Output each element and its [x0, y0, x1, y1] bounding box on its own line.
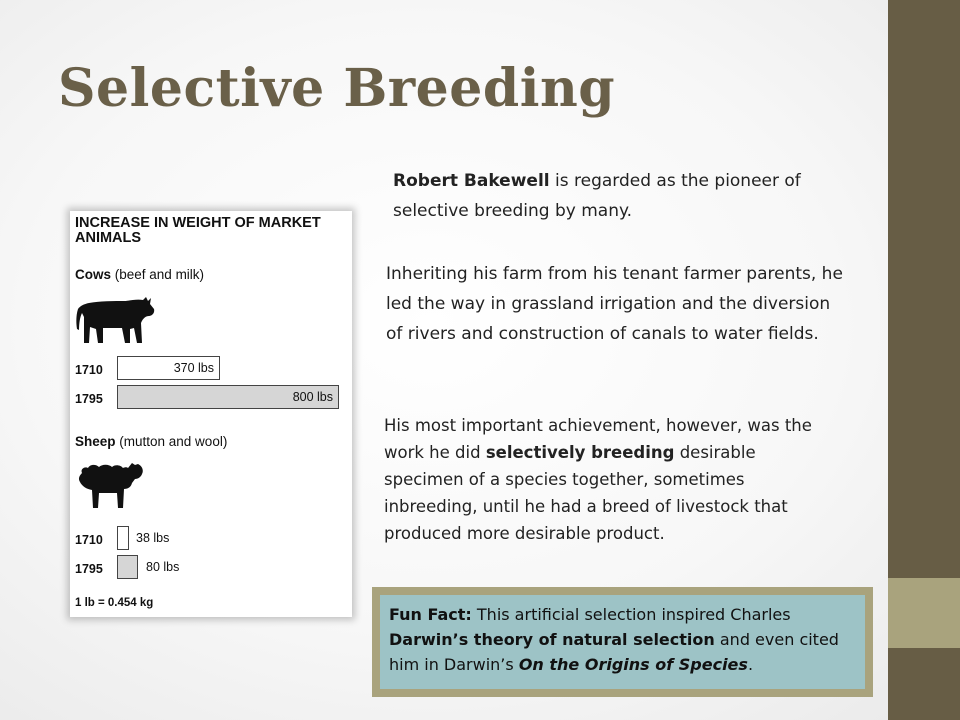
sheep-value-1710: 38 lbs — [136, 531, 170, 545]
conversion-note: 1 lb = 0.454 kg — [75, 597, 154, 609]
sheep-value-1795: 80 lbs — [146, 560, 180, 574]
paragraph-bakewell-intro — [393, 166, 853, 226]
paragraph-farm-history: Inheriting his farm from his tenant farmer parents, he led the way in grassland irrigation and the diversion of rivers and construction of canals to water fields. — [386, 264, 843, 344]
paragraph3-bold: selectively breeding — [485, 443, 675, 462]
cows-year-1710: 1710 — [75, 363, 103, 377]
sheep-sublabel: (mutton and wool) — [115, 434, 228, 449]
sheep-silhouette-icon — [76, 457, 146, 515]
cows-heading — [75, 267, 204, 282]
sheep-year-1710: 1710 — [75, 533, 103, 547]
sheep-heading — [75, 434, 227, 449]
paragraph3-after: desirable specimen of a species together, sometimes inbreeding, until he had a breed of livestock that produced more desirable product. — [384, 443, 788, 543]
slide-title: Selective Breeding — [58, 58, 616, 119]
fun-fact-label: Fun Fact: — [389, 605, 472, 624]
fun-fact-text4: . — [747, 655, 754, 674]
fun-fact-theory: Darwin’s theory of natural selection — [389, 630, 715, 649]
fun-fact-text3: and even cited him in Darwin’s — [389, 630, 839, 674]
sheep-year-1795: 1795 — [75, 562, 103, 576]
fun-fact-box — [372, 587, 873, 697]
fun-fact-text — [380, 595, 865, 689]
paragraph1-rest: is regarded as the pioneer of selective breeding by many. — [393, 171, 801, 221]
sheep-bar-1710 — [117, 526, 129, 550]
bakewell-name: Robert Bakewell — [393, 171, 550, 191]
sidebar-block-middle — [888, 578, 960, 648]
cows-sublabel: (beef and milk) — [111, 267, 205, 282]
cows-year-1795: 1795 — [75, 392, 103, 406]
weight-increase-figure — [70, 211, 352, 617]
figure-title: INCREASE IN WEIGHT OF MARKET ANIMALS — [75, 215, 321, 246]
cows-bar-1795: 800 lbs — [117, 385, 339, 409]
fun-fact-text1: This artificial selection inspired Charles — [471, 605, 791, 624]
sheep-bar-1795 — [117, 555, 138, 579]
sidebar-decoration — [888, 0, 960, 720]
sidebar-block-bottom — [888, 648, 960, 720]
fun-fact-book-title: On the Origins of Species — [518, 655, 748, 674]
cows-label: Cows — [75, 267, 112, 282]
sheep-label: Sheep — [75, 434, 116, 449]
paragraph-achievement — [384, 412, 829, 547]
paragraph3-before: His most important achievement, however, was the work he did — [384, 416, 812, 462]
sidebar-block-top — [888, 0, 960, 578]
cows-bar-1710: 370 lbs — [117, 356, 220, 380]
cow-silhouette-icon — [74, 287, 160, 349]
